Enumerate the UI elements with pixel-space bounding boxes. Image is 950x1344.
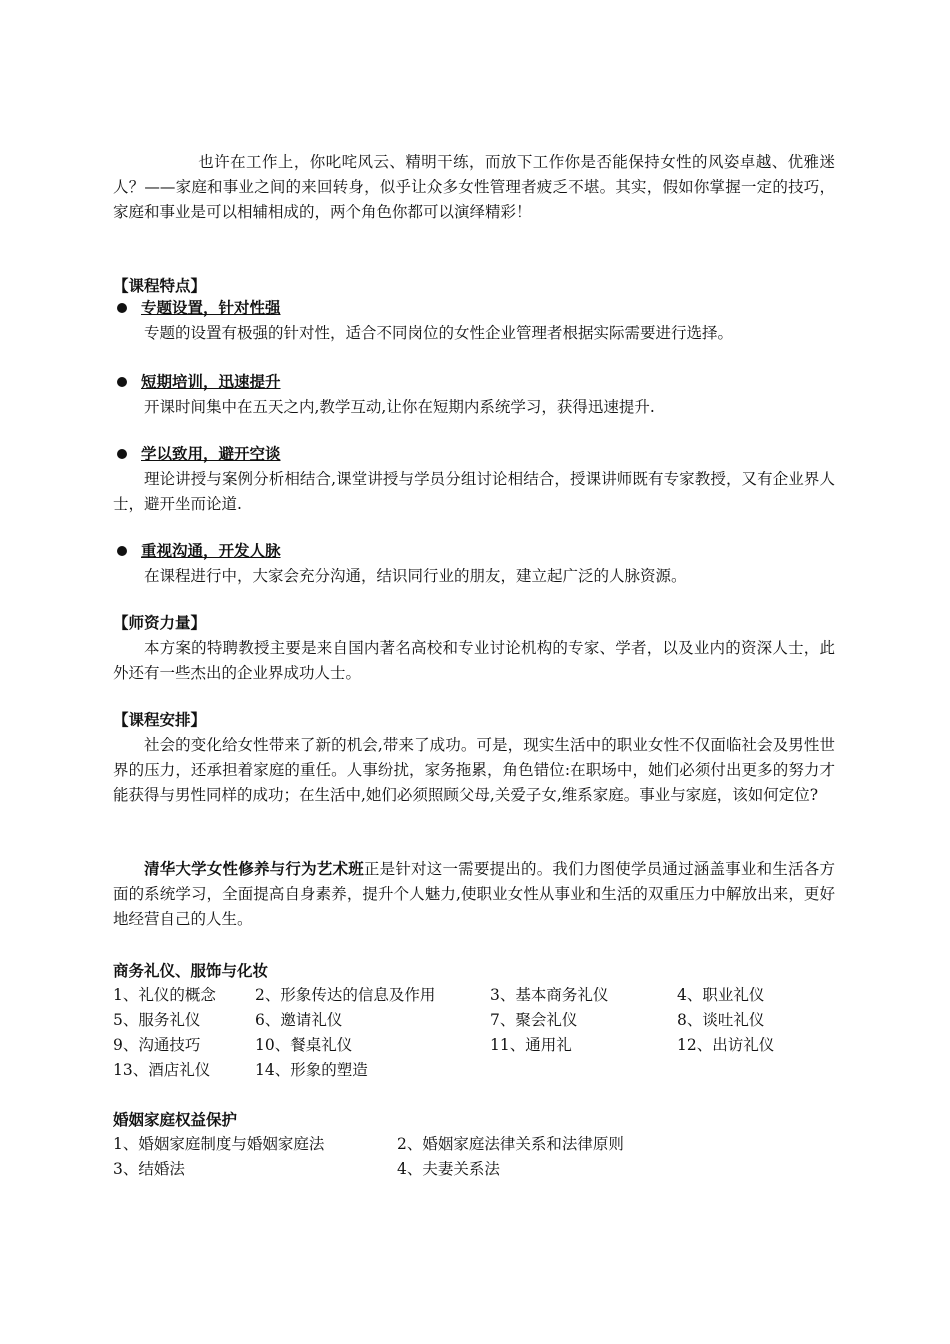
- list-item: 5、服务礼仪: [113, 1011, 201, 1029]
- faculty-section: [113, 612, 835, 686]
- faculty-text: 本方案的特聘教授主要是来自国内著名高校和专业讨论机构的专家、学者，以及业内的资深人士，此外还有一些杰出的企业界成功人士。: [113, 639, 835, 682]
- list-item: 3、基本商务礼仪: [490, 986, 609, 1004]
- faculty-heading: 【师资力量】: [113, 613, 207, 632]
- feature-item-1-title: 专题设置，针对性强: [113, 297, 835, 319]
- list-item: 12、出访礼仪: [677, 1036, 775, 1054]
- marriage-list: [113, 1132, 835, 1182]
- intro-paragraph: 也许在工作上，你叱咤风云、精明干练，而放下工作你是否能保持女性的风姿卓越、优雅迷人？——家庭和事业之间的来回转身，似乎让众多女性管理者疲乏不堪。其实，假如你掌握一定的技巧，家庭和事业是可以相辅相成的，两个角色你都可以演绎精彩！: [113, 153, 835, 221]
- list-item: 8、谈吐礼仪: [677, 1011, 765, 1029]
- intro-section: [113, 150, 835, 225]
- program-section: [113, 856, 835, 932]
- etiquette-section: [113, 958, 835, 1083]
- features-heading: 【课程特点】: [113, 276, 207, 295]
- feature-item-2: [113, 371, 835, 420]
- list-item: 10、餐桌礼仪: [255, 1036, 353, 1054]
- feature-item-2-title: 短期培训，迅速提升: [113, 371, 835, 393]
- list-item: 4、职业礼仪: [677, 986, 765, 1004]
- marriage-section: [113, 1107, 835, 1182]
- bullet-icon: [117, 449, 127, 459]
- feature-item-2-text: 开课时间集中在五天之内,教学互动,让你在短期内系统学习，获得迅速提升.: [144, 398, 655, 416]
- bullet-icon: [117, 377, 127, 387]
- etiquette-heading: 商务礼仪、服饰与化妆: [113, 961, 269, 980]
- list-item: 1、礼仪的概念: [113, 986, 216, 1004]
- bullet-icon: [117, 303, 127, 313]
- feature-item-3-title: 学以致用，避开空谈: [113, 443, 835, 465]
- bullet-icon: [117, 546, 127, 556]
- feature-item-3-text: 理论讲授与案例分析相结合,课堂讲授与学员分组讨论相结合，授课讲师既有专家教授，又有企业界人士，避开坐而论道.: [113, 470, 835, 513]
- program-name: 清华大学女性修养与行为艺术班: [144, 859, 364, 878]
- list-item: 3、结婚法: [113, 1160, 185, 1178]
- list-item: 6、邀请礼仪: [255, 1011, 343, 1029]
- list-item: 4、夫妻关系法: [397, 1160, 500, 1178]
- arrangement-section: [113, 709, 835, 808]
- list-item: 13、酒店礼仪: [113, 1061, 211, 1079]
- list-item: 7、聚会礼仪: [490, 1011, 578, 1029]
- list-item: 14、形象的塑造: [255, 1061, 368, 1079]
- feature-item-4-title: 重视沟通，开发人脉: [113, 540, 835, 562]
- arrangement-text: 社会的变化给女性带来了新的机会,带来了成功。可是，现实生活中的职业女性不仅面临社会及男性世界的压力，还承担着家庭的重任。人事纷扰，家务拖累，角色错位:在职场中，她们必须付出更多的努力才能获得与男性同样的成功；在生活中,她们必须照顾父母,关爱子女,维系家庭。事业与家庭，该如何定位?: [113, 736, 835, 804]
- program-paragraph: [113, 856, 835, 932]
- arrangement-heading: 【课程安排】: [113, 710, 207, 729]
- list-item: 9、沟通技巧: [113, 1036, 201, 1054]
- list-item: 1、婚姻家庭制度与婚姻家庭法: [113, 1135, 325, 1153]
- list-item: 11、通用礼: [490, 1036, 572, 1054]
- feature-item-4-text: 在课程进行中，大家会充分沟通，结识同行业的朋友，建立起广泛的人脉资源。: [144, 567, 687, 585]
- list-item: 2、形象传达的信息及作用: [255, 986, 436, 1004]
- feature-item-4: [113, 540, 835, 589]
- features-section: [113, 275, 835, 346]
- etiquette-list: [113, 983, 835, 1083]
- list-item: 2、婚姻家庭法律关系和法律原则: [397, 1135, 624, 1153]
- feature-item-1-text: 专题的设置有极强的针对性，适合不同岗位的女性企业管理者根据实际需要进行选择。: [144, 324, 734, 342]
- program-text: 正是针对这一需要提出的。我们力图使学员通过涵盖事业和生活各方面的系统学习，全面提高自身素养，提升个人魅力,使职业女性从事业和生活的双重压力中解放出来，更好地经营自己的人生。: [113, 860, 835, 928]
- feature-item-3: [113, 443, 835, 517]
- marriage-heading: 婚姻家庭权益保护: [113, 1110, 238, 1129]
